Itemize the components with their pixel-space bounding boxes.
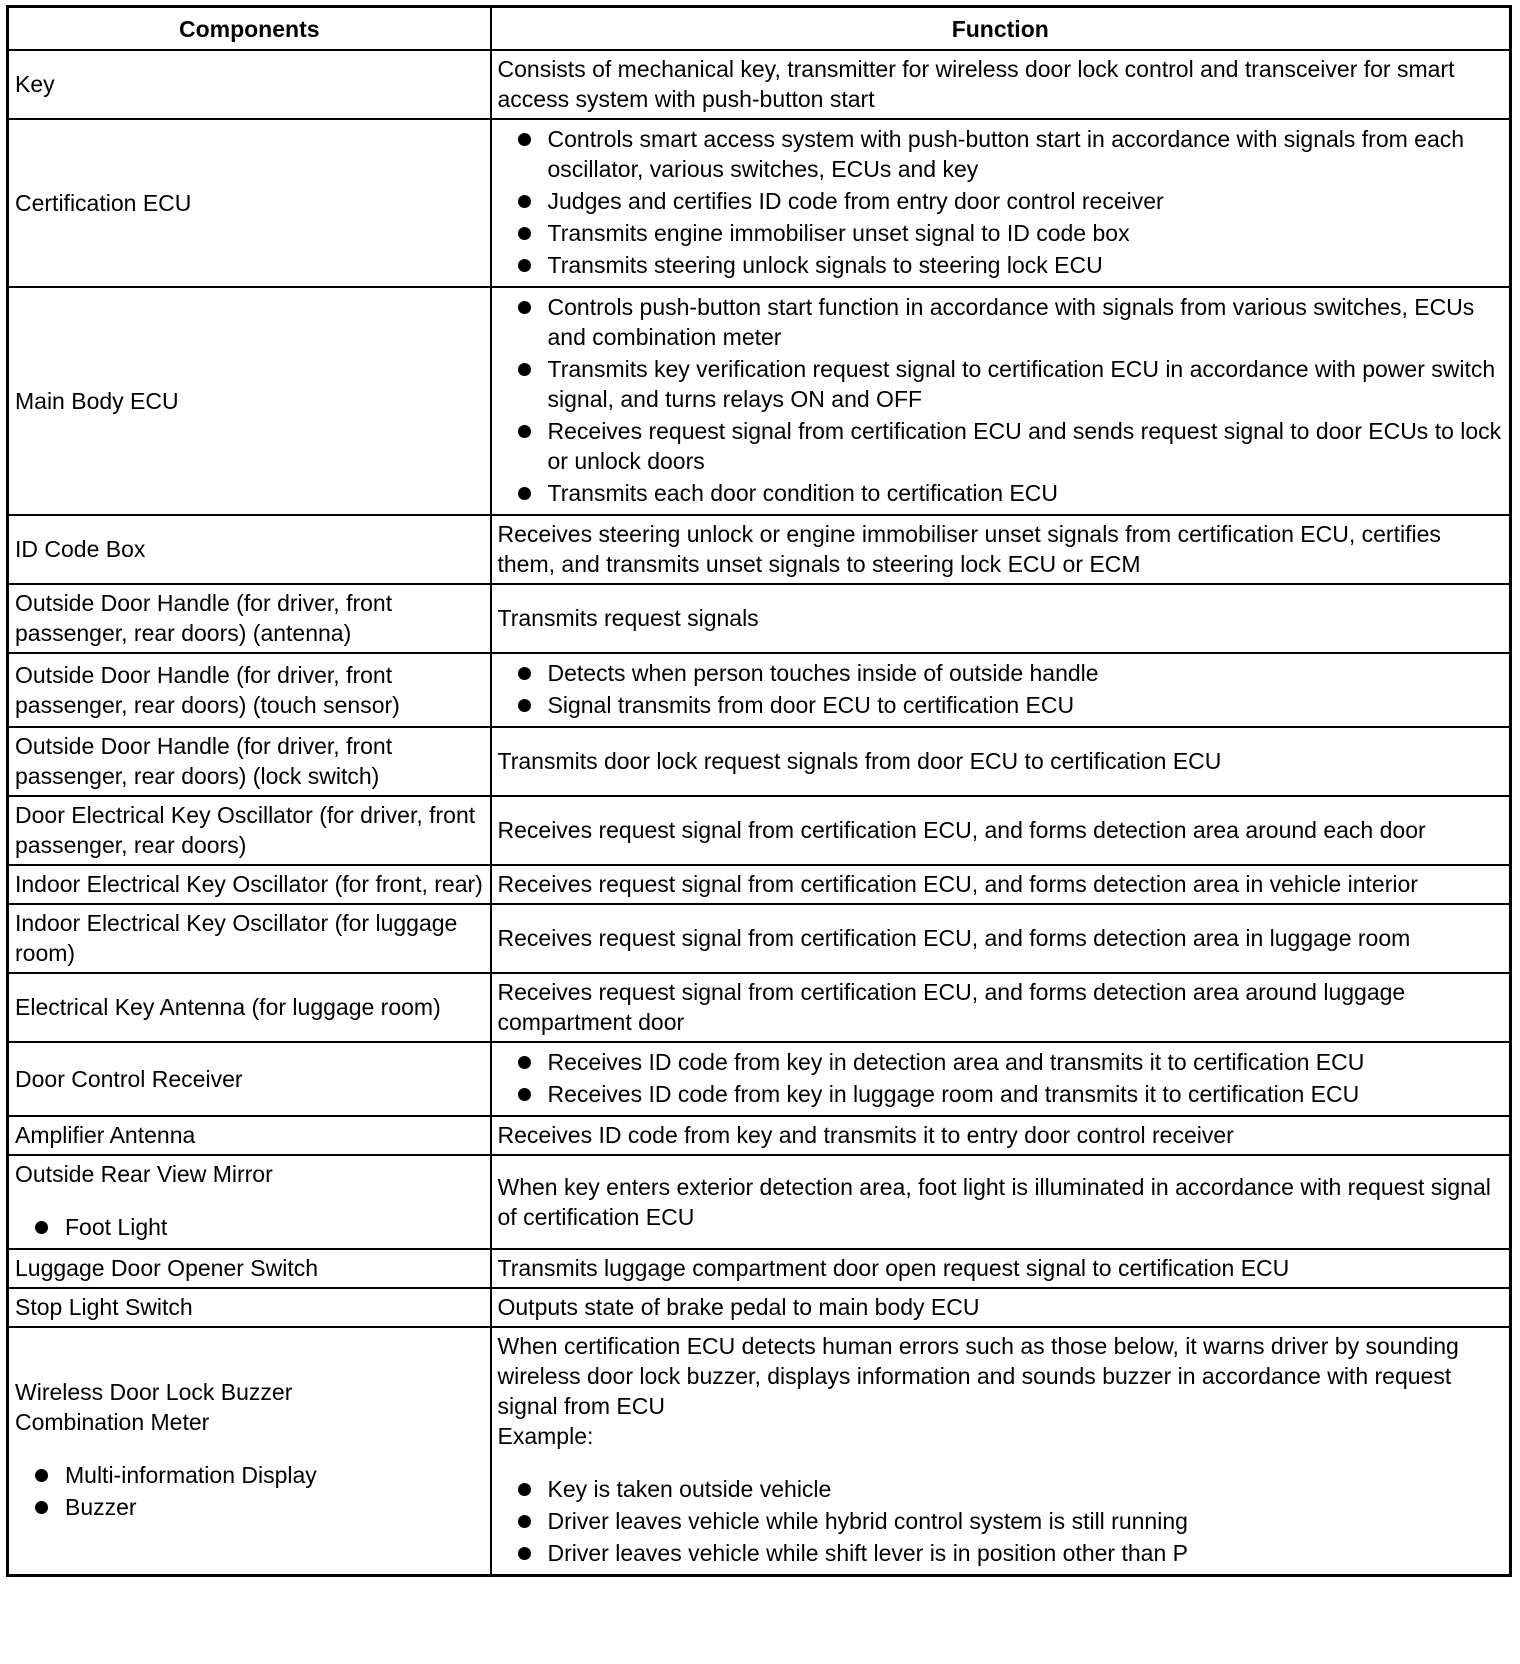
component-cell: Stop Light Switch: [8, 1288, 491, 1327]
spacer: [15, 1189, 484, 1211]
bullet-item: Multi-information Display: [15, 1460, 484, 1490]
bullet-item: Transmits key verification request signal to certification ECU in accordance with power switch signal, and turns relays ON and OFF: [498, 354, 1504, 414]
function-cell: Consists of mechanical key, transmitter for wireless door lock control and transceiver for smart access system with push-button start: [491, 50, 1511, 119]
table-row: [8, 119, 1511, 287]
component-cell: Luggage Door Opener Switch: [8, 1249, 491, 1288]
function-bullet-list: [498, 1474, 1504, 1568]
bullet-item: Receives request signal from certification ECU and sends request signal to door ECUs to lock or unlock doors: [498, 416, 1504, 476]
function-cell: Receives steering unlock or engine immobiliser unset signals from certification ECU, certifies them, and transmits unset signals to steering lock ECU or ECM: [491, 515, 1511, 584]
function-cell: [491, 287, 1511, 515]
table-row: [8, 50, 1511, 119]
table-row: [8, 287, 1511, 515]
function-cell: [491, 653, 1511, 727]
bullet-item: Controls smart access system with push-button start in accordance with signals from each oscillator, various switches, ECUs and key: [498, 124, 1504, 184]
function-bullet-list: [498, 1047, 1504, 1109]
bullet-item: Transmits engine immobiliser unset signal to ID code box: [498, 218, 1504, 248]
component-cell: Door Control Receiver: [8, 1042, 491, 1116]
bullet-item: Key is taken outside vehicle: [498, 1474, 1504, 1504]
header-components: Components: [8, 7, 491, 51]
spacer: [15, 1437, 484, 1459]
bullet-item: Receives ID code from key in luggage room and transmits it to certification ECU: [498, 1079, 1504, 1109]
component-cell: Key: [8, 50, 491, 119]
component-cell: Outside Door Handle (for driver, front passenger, rear doors) (lock switch): [8, 727, 491, 796]
component-cell: [8, 1327, 491, 1576]
component-cell: Indoor Electrical Key Oscillator (for front, rear): [8, 865, 491, 904]
bullet-item: Controls push-button start function in accordance with signals from various switches, ECUs and combination meter: [498, 292, 1504, 352]
header-function: Function: [491, 7, 1511, 51]
bullet-item: Transmits each door condition to certification ECU: [498, 478, 1504, 508]
function-cell: [491, 1042, 1511, 1116]
function-text: When certification ECU detects human errors such as those below, it warns driver by sounding wireless door lock buzzer, displays information and sounds buzzer in accordance with request signal from ECU: [497, 1333, 1459, 1419]
component-cell: Outside Door Handle (for driver, front passenger, rear doors) (touch sensor): [8, 653, 491, 727]
bullet-item: Judges and certifies ID code from entry door control receiver: [498, 186, 1504, 216]
table-row: [8, 865, 1511, 904]
function-cell: Receives request signal from certification ECU, and forms detection area in luggage room: [491, 904, 1511, 973]
component-bullet-list: [15, 1460, 484, 1522]
component-cell: Electrical Key Antenna (for luggage room): [8, 973, 491, 1042]
component-name: Wireless Door Lock Buzzer: [15, 1379, 293, 1405]
bullet-item: Signal transmits from door ECU to certification ECU: [498, 690, 1504, 720]
function-cell: Receives request signal from certification ECU, and forms detection area around luggage compartment door: [491, 973, 1511, 1042]
table-row: [8, 1249, 1511, 1288]
table-row: [8, 1116, 1511, 1155]
table-row: [8, 653, 1511, 727]
components-function-table: [6, 5, 1512, 1577]
function-cell: Receives ID code from key and transmits it to entry door control receiver: [491, 1116, 1511, 1155]
function-cell: Receives request signal from certification ECU, and forms detection area around each door: [491, 796, 1511, 865]
function-cell: Transmits luggage compartment door open request signal to certification ECU: [491, 1249, 1511, 1288]
table-row: [8, 1327, 1511, 1576]
component-name: Combination Meter: [15, 1409, 210, 1435]
function-cell: When key enters exterior detection area, foot light is illuminated in accordance with request signal of certification ECU: [491, 1155, 1511, 1249]
bullet-item: Buzzer: [15, 1492, 484, 1522]
table-row: [8, 727, 1511, 796]
table-row: [8, 515, 1511, 584]
bullet-item: Driver leaves vehicle while hybrid control system is still running: [498, 1506, 1504, 1536]
bullet-item: Foot Light: [15, 1212, 484, 1242]
table-row: [8, 973, 1511, 1042]
component-cell: Amplifier Antenna: [8, 1116, 491, 1155]
component-cell: Door Electrical Key Oscillator (for driver, front passenger, rear doors): [8, 796, 491, 865]
component-bullet-list: [15, 1212, 484, 1242]
component-cell: Main Body ECU: [8, 287, 491, 515]
component-cell: Indoor Electrical Key Oscillator (for luggage room): [8, 904, 491, 973]
example-label: Example:: [497, 1423, 594, 1449]
bullet-item: Detects when person touches inside of outside handle: [498, 658, 1504, 688]
table-row: [8, 1288, 1511, 1327]
function-bullet-list: [498, 292, 1504, 508]
component-name: Outside Rear View Mirror: [15, 1161, 273, 1187]
function-cell: Receives request signal from certification ECU, and forms detection area in vehicle interior: [491, 865, 1511, 904]
spacer: [498, 1451, 1504, 1473]
function-cell: Transmits request signals: [491, 584, 1511, 653]
component-cell: ID Code Box: [8, 515, 491, 584]
bullet-item: Driver leaves vehicle while shift lever is in position other than P: [498, 1538, 1504, 1568]
component-cell: Outside Door Handle (for driver, front passenger, rear doors) (antenna): [8, 584, 491, 653]
table-row: [8, 1042, 1511, 1116]
table-row: [8, 1155, 1511, 1249]
table-row: [8, 584, 1511, 653]
table-row: [8, 796, 1511, 865]
function-cell: Outputs state of brake pedal to main body ECU: [491, 1288, 1511, 1327]
table-row: [8, 904, 1511, 973]
component-cell: Certification ECU: [8, 119, 491, 287]
header-row: [8, 7, 1511, 51]
function-cell: [491, 1327, 1511, 1576]
function-bullet-list: [498, 658, 1504, 720]
function-cell: Transmits door lock request signals from door ECU to certification ECU: [491, 727, 1511, 796]
function-cell: [491, 119, 1511, 287]
bullet-item: Receives ID code from key in detection area and transmits it to certification ECU: [498, 1047, 1504, 1077]
bullet-item: Transmits steering unlock signals to steering lock ECU: [498, 250, 1504, 280]
function-bullet-list: [498, 124, 1504, 280]
component-cell: [8, 1155, 491, 1249]
